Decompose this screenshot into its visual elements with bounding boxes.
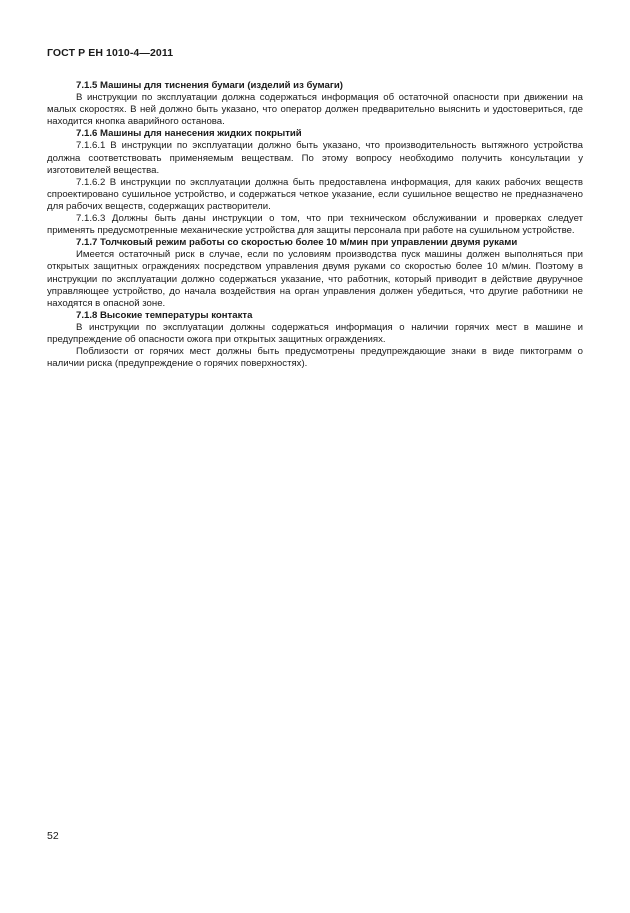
paragraph-7-1-8-a: В инструкции по эксплуатации должны содержаться информация о наличии горячих мест в машине и предупреждение об опасности ожога при открытых защитных ограждениях. xyxy=(47,321,583,345)
paragraph-7-1-7: Имеется остаточный риск в случае, если по условиям производства пуск машины должен выполняться при открытых защитных ограждениях посредством управления двумя руками со скоростью более 10 м/мин. Поэтому в инструкции по эксплуатации должно содержаться указание, что работник, который приводит в действие двуручное управляющее устройство, до начала воздействия на орган управления должен убедиться, что другие работники не находятся в опасной зоне. xyxy=(47,249,583,309)
paragraph-7-1-6-2: 7.1.6.2 В инструкции по эксплуатации должна быть предоставлена информация, для каких рабочих веществ спроектировано сушильное устройство, и содержаться четкое указание, если сушильное вещество не предназначено для рабочих веществ, содержащих растворители. xyxy=(47,176,583,212)
section-heading-7-1-8: 7.1.8 Высокие температуры контакта xyxy=(76,309,253,321)
section-heading-7-1-6: 7.1.6 Машины для нанесения жидких покрытий xyxy=(76,128,302,140)
paragraph-7-1-6-1: 7.1.6.1 В инструкции по эксплуатации должно быть указано, что производительность вытяжного устройства должна соответствовать применяемым веществам. По этому вопросу необходимо получить консультации у изготовителей вещества. xyxy=(47,140,583,176)
paragraph-7-1-8-b: Поблизости от горячих мест должны быть предусмотрены предупреждающие знаки в виде пиктограмм о наличии риска (предупреждение о горячих поверхностях). xyxy=(47,346,583,370)
paragraph-7-1-6-3: 7.1.6.3 Должны быть даны инструкции о том, что при техническом обслуживании и проверках следует применять предусмотренные механические устройства для защиты персонала при работе на сушильном устройстве. xyxy=(47,213,583,237)
section-heading-7-1-7: 7.1.7 Толчковый режим работы со скоростью более 10 м/мин при управлении двумя руками xyxy=(76,237,518,249)
page-number: 52 xyxy=(47,830,59,842)
document-body xyxy=(47,80,583,370)
document-code-header: ГОСТ Р ЕН 1010-4—2011 xyxy=(47,47,174,59)
paragraph-7-1-5: В инструкции по эксплуатации должна содержаться информация об остаточной опасности при движении на малых скоростях. В ней должно быть указано, что оператор должен предварительно выяснить и удостовериться, где находится кнопка аварийного останова. xyxy=(47,92,583,128)
section-heading-7-1-5: 7.1.5 Машины для тиснения бумаги (изделий из бумаги) xyxy=(76,80,343,91)
